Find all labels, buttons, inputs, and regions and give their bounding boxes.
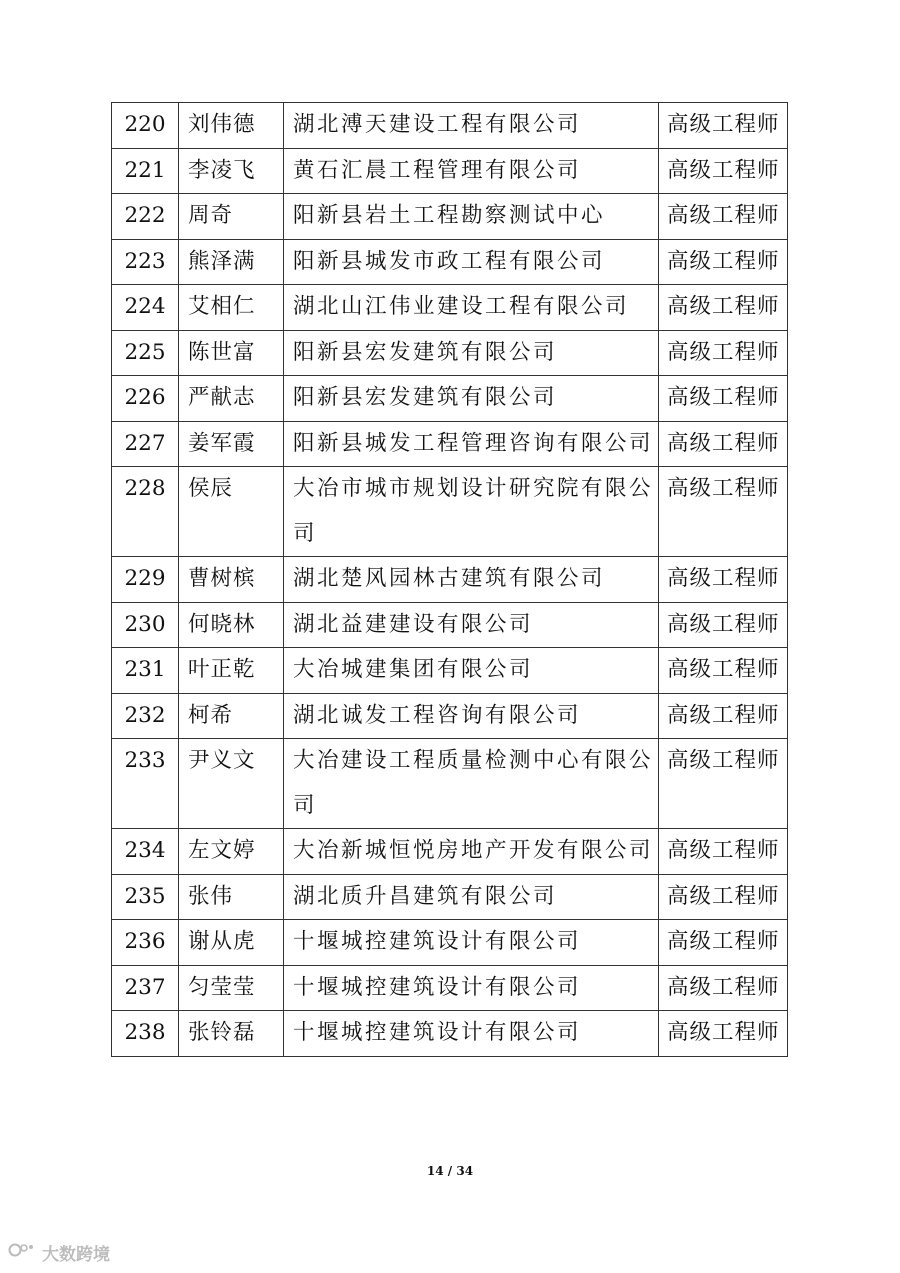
row-number: 234: [112, 829, 179, 875]
table-row: [112, 648, 788, 694]
row-name: 刘伟德: [179, 103, 284, 149]
row-name: 熊泽满: [179, 239, 284, 285]
row-company: 阳新县城发市政工程有限公司: [284, 239, 659, 285]
row-name: 柯希: [179, 693, 284, 739]
row-number: 230: [112, 602, 179, 648]
table-row: [112, 874, 788, 920]
row-title: 高级工程师: [659, 739, 788, 829]
row-number: 223: [112, 239, 179, 285]
row-name: 尹义文: [179, 739, 284, 829]
logo-icon: [8, 1241, 42, 1264]
row-title: 高级工程师: [659, 103, 788, 149]
row-company: 十堰城控建筑设计有限公司: [284, 920, 659, 966]
row-number: 222: [112, 194, 179, 240]
row-number: 238: [112, 1011, 179, 1057]
page-number: 14 / 34: [426, 1164, 474, 1178]
table-body: [112, 103, 788, 1057]
table-row: [112, 148, 788, 194]
table-row: [112, 1011, 788, 1057]
row-name: 匀莹莹: [179, 965, 284, 1011]
table-row: [112, 421, 788, 467]
row-title: 高级工程师: [659, 148, 788, 194]
row-title: 高级工程师: [659, 1011, 788, 1057]
row-name: 侯辰: [179, 467, 284, 557]
row-title: 高级工程师: [659, 285, 788, 331]
row-company: 大冶城建集团有限公司: [284, 648, 659, 694]
row-name: 叶正乾: [179, 648, 284, 694]
table-row: [112, 557, 788, 603]
row-number: 221: [112, 148, 179, 194]
row-company: 十堰城控建筑设计有限公司: [284, 1011, 659, 1057]
row-company: 阳新县岩土工程勘察测试中心: [284, 194, 659, 240]
row-name: 曹树槟: [179, 557, 284, 603]
table-row: [112, 376, 788, 422]
row-name: 周奇: [179, 194, 284, 240]
personnel-table: [111, 102, 788, 1057]
row-title: 高级工程师: [659, 557, 788, 603]
row-company: 阳新县宏发建筑有限公司: [284, 376, 659, 422]
row-number: 227: [112, 421, 179, 467]
row-title: 高级工程师: [659, 602, 788, 648]
row-title: 高级工程师: [659, 467, 788, 557]
table-row: [112, 829, 788, 875]
row-number: 225: [112, 330, 179, 376]
row-number: 231: [112, 648, 179, 694]
row-number: 220: [112, 103, 179, 149]
row-title: 高级工程师: [659, 421, 788, 467]
row-number: 233: [112, 739, 179, 829]
table-row: [112, 693, 788, 739]
row-number: 224: [112, 285, 179, 331]
row-company: 湖北益建建设有限公司: [284, 602, 659, 648]
row-company: 十堰城控建筑设计有限公司: [284, 965, 659, 1011]
row-title: 高级工程师: [659, 330, 788, 376]
row-number: 232: [112, 693, 179, 739]
row-name: 左文婷: [179, 829, 284, 875]
table-row: [112, 239, 788, 285]
row-name: 姜军霞: [179, 421, 284, 467]
table-row: [112, 194, 788, 240]
row-number: 235: [112, 874, 179, 920]
table-row: [112, 920, 788, 966]
row-name: 谢从虎: [179, 920, 284, 966]
table-row: [112, 285, 788, 331]
row-company: 湖北质升昌建筑有限公司: [284, 874, 659, 920]
table-row: [112, 103, 788, 149]
row-company: 湖北山江伟业建设工程有限公司: [284, 285, 659, 331]
row-title: 高级工程师: [659, 648, 788, 694]
row-title: 高级工程师: [659, 239, 788, 285]
row-company: 黄石汇晨工程管理有限公司: [284, 148, 659, 194]
row-title: 高级工程师: [659, 965, 788, 1011]
table-row: [112, 467, 788, 557]
row-name: 陈世富: [179, 330, 284, 376]
row-title: 高级工程师: [659, 693, 788, 739]
row-number: 236: [112, 920, 179, 966]
row-title: 高级工程师: [659, 920, 788, 966]
watermark: [8, 1240, 110, 1265]
row-name: 严献志: [179, 376, 284, 422]
table-row: [112, 739, 788, 829]
row-number: 237: [112, 965, 179, 1011]
row-title: 高级工程师: [659, 874, 788, 920]
row-company: 湖北楚风园林古建筑有限公司: [284, 557, 659, 603]
row-name: 何晓林: [179, 602, 284, 648]
table-row: [112, 965, 788, 1011]
table-row: [112, 602, 788, 648]
row-number: 228: [112, 467, 179, 557]
row-number: 229: [112, 557, 179, 603]
row-name: 张伟: [179, 874, 284, 920]
row-number: 226: [112, 376, 179, 422]
row-name: 张铃磊: [179, 1011, 284, 1057]
row-company: 湖北诚发工程咨询有限公司: [284, 693, 659, 739]
row-company: 大冶市城市规划设计研究院有限公司: [284, 467, 659, 557]
watermark-text: 大数跨境: [42, 1245, 110, 1265]
row-title: 高级工程师: [659, 376, 788, 422]
row-company: 湖北溥天建设工程有限公司: [284, 103, 659, 149]
table-row: [112, 330, 788, 376]
row-title: 高级工程师: [659, 194, 788, 240]
row-company: 阳新县宏发建筑有限公司: [284, 330, 659, 376]
row-title: 高级工程师: [659, 829, 788, 875]
row-company: 大冶建设工程质量检测中心有限公司: [284, 739, 659, 829]
row-name: 李凌飞: [179, 148, 284, 194]
row-company: 阳新县城发工程管理咨询有限公司: [284, 421, 659, 467]
row-name: 艾相仁: [179, 285, 284, 331]
row-company: 大冶新城恒悦房地产开发有限公司: [284, 829, 659, 875]
